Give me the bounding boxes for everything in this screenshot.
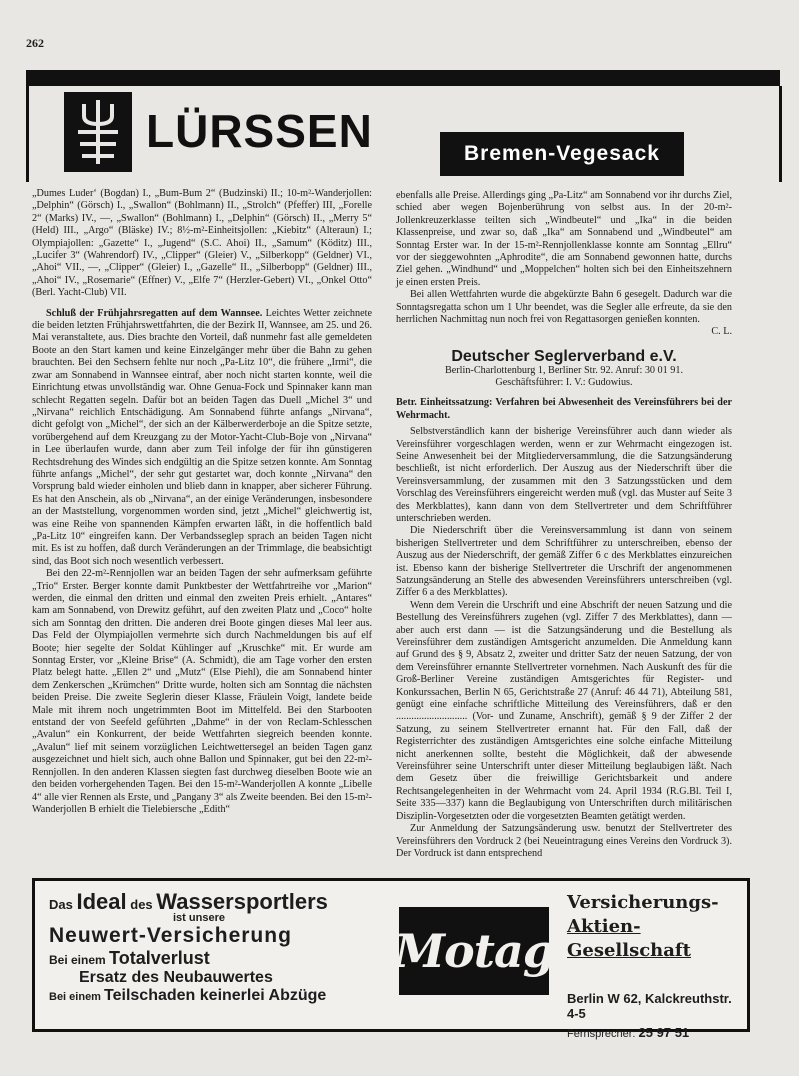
phone-label: Fernsprecher:	[567, 1028, 636, 1040]
ad-text: Das	[49, 897, 73, 912]
brand-location: Bremen-Vegesack	[440, 132, 684, 176]
company-address: Berlin W 62, Kalckreuthstr. 4-5	[567, 991, 732, 1021]
insurance-advertisement	[32, 878, 750, 1040]
article-paragraph: Bei allen Wettfahrten wurde die abgekürzte Bahn 6 gesegelt. Dadurch war die Sonntagsregatta schon um 1 Uhr beendet, was die Segler alle erfreute, da sie den herrlichen Nachmittag nun noch frei von Regattasorgen genießen konnten.	[396, 289, 732, 326]
ad-slogan	[49, 889, 379, 1005]
ad-text: Teilschaden keinerlei Abzüge	[104, 987, 327, 1004]
company-name: Aktien-Gesellschaft	[567, 916, 691, 961]
company-name: Versicherungs-	[567, 892, 719, 913]
phone-number: 25 97 51	[638, 1025, 690, 1040]
left-column	[32, 188, 372, 816]
wannsee-article	[32, 308, 372, 569]
notice-paragraph: Selbstverständlich kann der bisherige Vereinsführer auch dann wieder als Vereinsführer vorgeschlagen werden, wenn er zur Wehrmacht eingezogen ist. Seine Anwesenheit bei der Mitgliederversammlung, die die Satzungsänderung beschließt, ist nicht erforderlich. Der Auszug aus der Niederschrift über die Vereinsversammlung, der zusammen mit den 3 Satzungsstücken und dem Vorschlag des Vereinsführers eingereicht werden muß (vgl. das Muster auf Seite 3 des Merkblattes), kann dann von dem Stellvertreter und dem Schriftführer unterschrieben werden.	[396, 426, 732, 524]
ad-text: ist unsere	[173, 912, 225, 924]
notice-paragraph: Wenn dem Verein die Urschrift und eine Abschrift der neuen Satzung und die Bestellung des Vereinsführers zugehen (vgl. Ziffer 7 des Merkblattes), dann — aber auch erst dann — ist die Satzungsänderung und die Bestellung als Vereinsführer dem zuständigen Amtsgericht anzumelden. Die Anmeldung kann auf Grund des § 9, Absatz 2, zweiter und dritter Satz der neuen Satzung, der von dem Vereinsführer ernannte Stellvertreter vornehmen. Nach Auskunft des für die Groß-Berliner Vereine zuständigen Amtsgerichtes für Register- und Konkurssachen, Berlin N 65, Gerichtstraße 27 (Anruf: 46 44 71), Abteilung 581, genügt eine einfache schriftliche Mitteilung des Vereinsführers, daß er den ............................ (Vor- und Zuname, Anschrift), gemäß § 9 der Ziffer 2 der Satzung, zu seinem Stellvertreter ernannt hat. Für den Fall, daß der Registerrichter des zuständigen Amtsgerichtes eine solche einfache Mitteilung nicht anerkennen sollte, besteht die Möglichkeit, daß der abwesende Vereinsführer seine Unterschrift unter dieser Mitteilung beglaubigen läßt. Nach dem Gesetz über die freiwillige Gerichtsbarkeit und andere Rechtsangelegenheiten in der Wehrmacht vom 24. April 1934 (R.G.Bl. Teil I, Seite 335—337) kann die Beglaubigung von Unterschriften durch militärischen Disziplin-Vorgesetzten oder die vorgesetzten Beamten getätigt werden.	[396, 599, 732, 822]
ad-text: Bei einem	[49, 953, 106, 967]
ad-company	[567, 891, 743, 1040]
luerssen-logo-icon	[64, 92, 132, 172]
right-column	[396, 190, 732, 860]
regatta-results: „Dumes Luder‘ (Bogdan) I., „Bum-Bum 2“ (Budzinski) II.; 10-m²-Wanderjollen: „Delphin“ (Görsch) I., „Swallon“ (Bohlmann) II., „Strolch“ (Pfeffer) III, „Forelle 2“ (Marks) IV., —, „Swallon“ (Bohlmann) I., „Delphin“ (Görsch) II., „Merry 5“ (Held) III., „Argo“ (Bläske) IV.; 8½-m²-Einheitsjollen: „Kiebitz“ (Alteraun) I.; Olympiajollen: „Gazette“ I., „Jugend“ (S.C. Ahoi) II., „Samum“ (Köditz) III., „Lucifer 3“ (Wahrendorf) IV., „Clipper“ (Gleier) V., „Silberkopp“ (Geldner) VI., „Ahoi“ VII., —, „Clipper“ (Gleier) I., „Gazelle“ II., „Silberbopp“ (Geldner) III., „Ahoi“ IV., „Rosemarie“ (Effner) V., „Elfe 7“ (Herzler-Gebert) VI., „Onkel Otto“ (Berl. Yacht-Club) VII.	[32, 188, 372, 299]
section-title: Schluß der Frühjahrsregatten auf dem Wannsee.	[46, 307, 263, 319]
page-number: 262	[26, 36, 44, 50]
motag-logo: Motag	[399, 907, 549, 995]
ad-text: Totalverlust	[109, 948, 210, 968]
brand-name: LÜRSSEN	[146, 105, 373, 157]
organization-manager: Geschäftsführer: I. V.: Gudowius.	[495, 377, 633, 389]
notice-paragraph: Zur Anmeldung der Satzungsänderung usw. benutzt der Stellvertreter des Vereinsführers den Vordruck 2 (bei Neueintragung eines Vereins den Vordruck 3). Der Vordruck ist dann entsprechend	[396, 823, 732, 859]
ad-text: Bei einem	[49, 991, 101, 1003]
article-paragraph: Leichtes Wetter zeichnete die beiden letzten Frühjahrswettfahrten, die der Bezirk II, Wannsee, am 25. und 26. Mai veranstaltete, aus. Dies brachte den Vorteil, daß nunmehr fast alle gemeldeten Boote an den Start kamen und keine Einzelgänger mehr über die Bahn zu gehen brauchten. Bei den Sechsern fehlte nur noch „Pa-Litz 10“, die frühere „Irmi“, die zwar am Sonnabend in Wannsee eintraf, aber noch nicht starten konnte, weil die Einrichtung etwas unvollständig war. Ohne Genua-Fock und Spinnaker kann man schlecht Regatten segeln. Dafür bot an beiden Tagen das Duell „Michel 3“ und „Nirvana“ reichlich Entschädigung. Am Sonnabend führte anfangs „Nirvana“, dicht gefolgt von „Michel“, der sich an der Kälberwerderboje an die Spitze setzte, vorübergehend auf dem Kreuzgang zu der Motor-Yacht-Club-Boje von „Nirvana“ in Lee überlaufen wurde, dann aber zum Teil infolge der für ihn günstigeren Rechtsdrehung des Windes sich endgültig an die Spitze setzen konnte. Am Sonntag führte anfangs „Michel“, der sehr gut gestartet war, doch konnte „Nirvana“ den Vorsprung bald wieder einholen und blieb dann in knapper, aber sicherer Führung. Es hat den Anschein, als ob „Nirvana“, an der einige Veränderungen, insbesondere an der Maststellung, vorgenommen worden sind, jetzt „Michel“ gleichwertig ist, was eine Reihe von spannenden Kämpfen erwarten läßt, in die hoffentlich bald „Pa-Litz 10“ eingreifen kann. Der Verbandsseglер sprach an beiden Tagen nicht mit. Es ist zu hoffen, daß durch Veränderungen an der Trimmlage, die beabsichtigt sind, das Boot sich noch wesentlich verbessert.	[32, 307, 372, 567]
ad-text: Wassersportlers	[156, 889, 328, 914]
author-signature: C. L.	[711, 326, 732, 338]
article-paragraph: ebenfalls alle Preise. Allerdings ging „Pa-Litz“ am Sonnabend vor ihr durchs Ziel, schied aber wegen Bojenberührung von selbst aus. In der 20-m²-Jollenkreuzerklasse teilten sich „Windbeutel“ und „Ika“ in die beiden Klassenpreise, und zwar so, daß „Ika“ am Sonnabend und „Windbeutel“ am Sonntag Erster war. In der 15-m²-Rennjollenklasse konnte am Sonntag „Ellru“ vor der sieggewohnten „Aphrodite“, die am Sonnabend gewonnen hatte, durchs Ziel gehen. „Windhund“ und „Moppelchen“ holten sich bei den Einheitszehnern je einen ersten Preis.	[396, 190, 732, 288]
organization-title: Deutscher Seglerverband e.V.	[451, 347, 677, 365]
ad-text: Ersatz des Neubauwertes	[79, 969, 273, 986]
organization-address: Berlin-Charlottenburg 1, Berliner Str. 92. Anruf: 30 01 91.	[444, 365, 684, 377]
notice-paragraph: Die Niederschrift über die Vereinsversammlung ist dann von seinem bisherigen Stellvertreter und dem Schriftführer zu unterschreiben, ebenso der Auszug aus der Niederschrift, der gemäß Ziffer 6 c des Merkblattes einzureichen ist. Ebenso kann der bisherige Stellvertreter die Urschrift der angenommenen Satzungsänderung an Stelle des abwesenden Vereinsführers unterschreiben (vgl. Ziffer 6 a des Merkblattes).	[396, 525, 732, 599]
ad-text: des	[130, 897, 153, 912]
ad-text: Ideal	[76, 889, 127, 914]
subject-line: Betr. Einheitssatzung: Verfahren bei Abwesenheit des Vereinsführers bei der Wehrmacht.	[396, 397, 732, 421]
article-paragraph: Bei den 22-m²-Rennjollen war an beiden Tagen der sehr aufmerksam geführte „Trio“ Erster. Berger konnte damit Punktbester der Wettfahrtreihe vor „Marion“ werden, die einmal den dritten und einmal den zweiten Preis erhielt. „Antares“ kam am Sonnabend, von Drewitz geführt, auf den zweiten Platz und „Coco“ holte sich am Sonntag den dritten. Die anderen drei Boote gingen dieses Mal leer aus. Das Feld der Olympiajollen vermehrte sich durch Nachmeldungen bis auf elf Boote; hier segelte der Soldat Kühlinger auf „Kruschke“ mit. Er wurde am Sonntag Erster, vor „Kleine Brise“ (A. Schmidt), die am Tage vorher den ersten Platz belegt hatte. „Ellen 2“ und „Mutz“ (Else Piehl), die am Sonnabend hinter dem Zenkerschen „Krümchen“ Dritte wurde, holten sich am Sonntag die nächsten beiden Preise. Die zweite Seglerin dieser Klasse, Fräulein Voigt, landete beide Male mit ihrem noch ungetrimmten Boot im Mittelfeld. Bei den Starbooten entstand der von Seefeld geführten „Dahme“ in der von Reclam-Schlesschen „Avalun“ ein Konkurrent, der beide Wettfahrten siegreich beenden konnte. „Avalun“ lief mit seinem vorzüglichen Leichtwettersegel an beiden Tagen ganz ausgezeichnet und hielt sich, auch ohne Ballon und Spinnaker, gut bei den 22-m²-Rennjollen. In den anderen Klassen siegten fast durchweg dieselben Boote wie an den beiden vorhergehenden Tagen. Bei den 15-m²-Wanderjollen A konnte „Libelle 4“ alle vier Rennen als Erste, und „Pangany 3“ als Zweite beenden. Bei den 15-m²-Wanderjollen B erhielt die Tielebiersche „Edith“	[32, 568, 372, 815]
ad-headline: Neuwert-Versicherung	[49, 924, 292, 947]
advertisement-bar	[26, 70, 780, 86]
